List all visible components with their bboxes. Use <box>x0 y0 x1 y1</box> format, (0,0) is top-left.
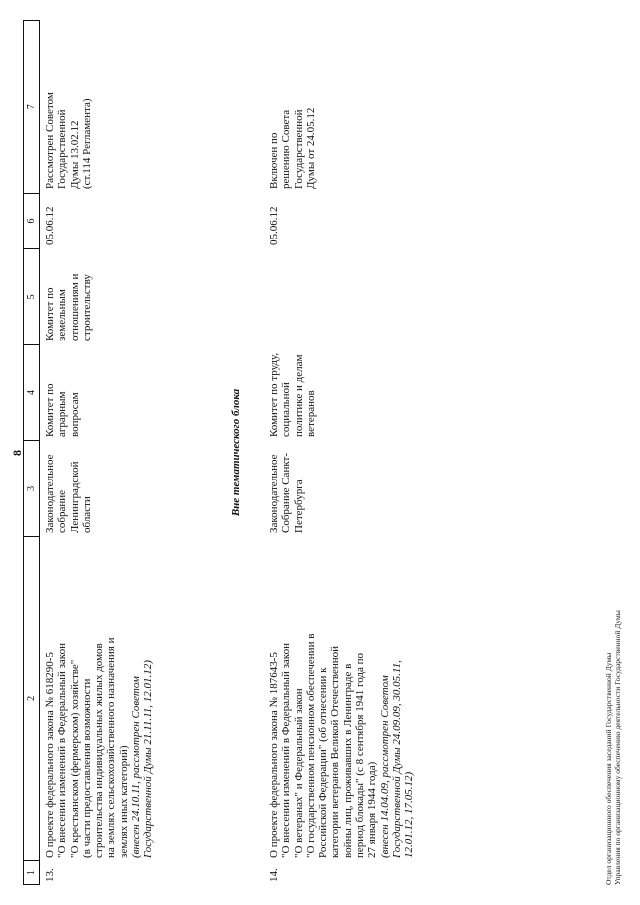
bill-note-line: 12.01.12, 17.05.12) <box>403 771 416 858</box>
review-date: 05.06.12 <box>268 206 280 245</box>
initiator <box>40 440 208 536</box>
remark-line: Государственной <box>292 109 305 189</box>
section-title: Вне тематического блока <box>230 388 242 517</box>
remark-line: Государственной <box>56 109 69 189</box>
responsible-committee <box>40 344 208 440</box>
column-number: 3 <box>24 440 39 536</box>
bill-note-line: Государственной Думы 24.09.09, 30.05.11, <box>390 660 403 858</box>
bill-title-line: "О ветеранах" и Федеральный закон <box>292 688 305 858</box>
bill-description <box>40 536 208 861</box>
remark-line: Думы от 24.05.12 <box>304 107 317 189</box>
remark-line: Рассмотрен Советом <box>44 92 56 189</box>
column-number: 5 <box>24 248 39 344</box>
bill-title-line: период блокады" (с 8 сентября 1941 года по <box>354 652 367 858</box>
remark-line: Думы 13.02.12 <box>68 120 81 189</box>
bill-title-line: 27 января 1944 года) <box>366 761 379 858</box>
column-number: 7 <box>26 104 37 110</box>
committee-line: социальной <box>280 382 293 437</box>
bill-title-line: строительства индивидуальных жилых домов <box>93 643 106 858</box>
row-number: 14. <box>268 868 280 882</box>
initiator-line: Ленинградской <box>68 461 81 533</box>
co-committee-line: земельным <box>56 289 69 341</box>
committee-line: ветеранов <box>304 390 317 437</box>
initiator-line: области <box>80 496 93 533</box>
remark <box>264 20 416 192</box>
bill-title-line: "О крестьянском (фермерском) хозяйстве" <box>68 659 81 858</box>
bill-title-line: О проекте федерального закона № 618290-5 <box>44 652 56 858</box>
committee-line: аграрным <box>56 391 69 437</box>
committee-line: Комитет по труду, <box>268 352 280 437</box>
responsible-committee <box>264 344 416 440</box>
column-number: 6 <box>24 193 39 249</box>
bill-description <box>264 536 416 861</box>
bill-title-line: категории ветеранов Великой Отечественной <box>329 645 342 858</box>
column-number: 1 <box>24 860 39 884</box>
footer <box>604 610 622 885</box>
footer-line: Управления по организационному обеспечению деятельности Государственной Думы <box>613 610 622 885</box>
co-committee-line: строительству <box>80 274 93 341</box>
co-committee <box>40 248 208 344</box>
page-number: 8 <box>10 450 24 456</box>
initiator-line: Законодательное <box>268 454 280 533</box>
remark-line: решению Совета <box>280 109 293 189</box>
footer-line: Отдел организационного обеспечения заседаний Государственной Думы <box>604 652 613 885</box>
initiator <box>264 440 416 536</box>
bill-title-line: "О внесении изменений в Федеральный закон <box>56 643 69 858</box>
co-committee-line: отношениям и <box>68 273 81 341</box>
initiator-line: Петербурга <box>292 479 305 533</box>
column-number: 2 <box>24 536 39 860</box>
bill-title-line: (в части предоставления возможности <box>80 678 93 858</box>
review-date: 05.06.12 <box>44 206 56 245</box>
table-row <box>264 20 416 885</box>
committee-line: вопросам <box>68 392 81 437</box>
bill-note-line: (внесен 24.10.11, рассмотрен Советом <box>130 676 143 858</box>
bill-title-line: на землях сельскохозяйственного назначения и <box>105 637 118 858</box>
remark-line: (ст.114 Регламента) <box>80 98 93 189</box>
remark <box>40 20 208 192</box>
initiator-line: Собрание Санкт- <box>280 453 293 533</box>
co-committee-line: Комитет по <box>44 287 56 341</box>
bill-title-line: "О государственном пенсионном обеспечении в <box>304 633 317 858</box>
column-number-header <box>23 20 40 885</box>
table-row <box>40 20 208 885</box>
bill-note-line: (внесен 14.04.09, рассмотрен Советом <box>378 675 391 858</box>
row-number: 13. <box>44 868 56 882</box>
bill-title-line: О проекте федерального закона № 187643-5 <box>268 652 280 858</box>
initiator-line: Законодательное <box>44 454 56 533</box>
agenda-table <box>23 20 416 885</box>
bill-title-line: землях иных категорий) <box>117 745 130 858</box>
remark-line: Включен по <box>268 132 280 189</box>
committee-line: Комитет по <box>44 383 56 437</box>
initiator-line: собрание <box>56 489 69 533</box>
column-number: 4 <box>24 344 39 440</box>
bill-title-line: Российской Федерации" (об отнесении к <box>317 667 330 858</box>
committee-line: политике и делам <box>292 354 305 437</box>
bill-title-line: "О внесении изменений в Федеральный закон <box>280 643 293 858</box>
co-committee <box>264 248 416 344</box>
bill-note-line: Государственной Думы 21.11.11, 12.01.12) <box>142 660 155 858</box>
bill-title-line: войны лиц, проживавших в Ленинграде в <box>341 663 354 858</box>
